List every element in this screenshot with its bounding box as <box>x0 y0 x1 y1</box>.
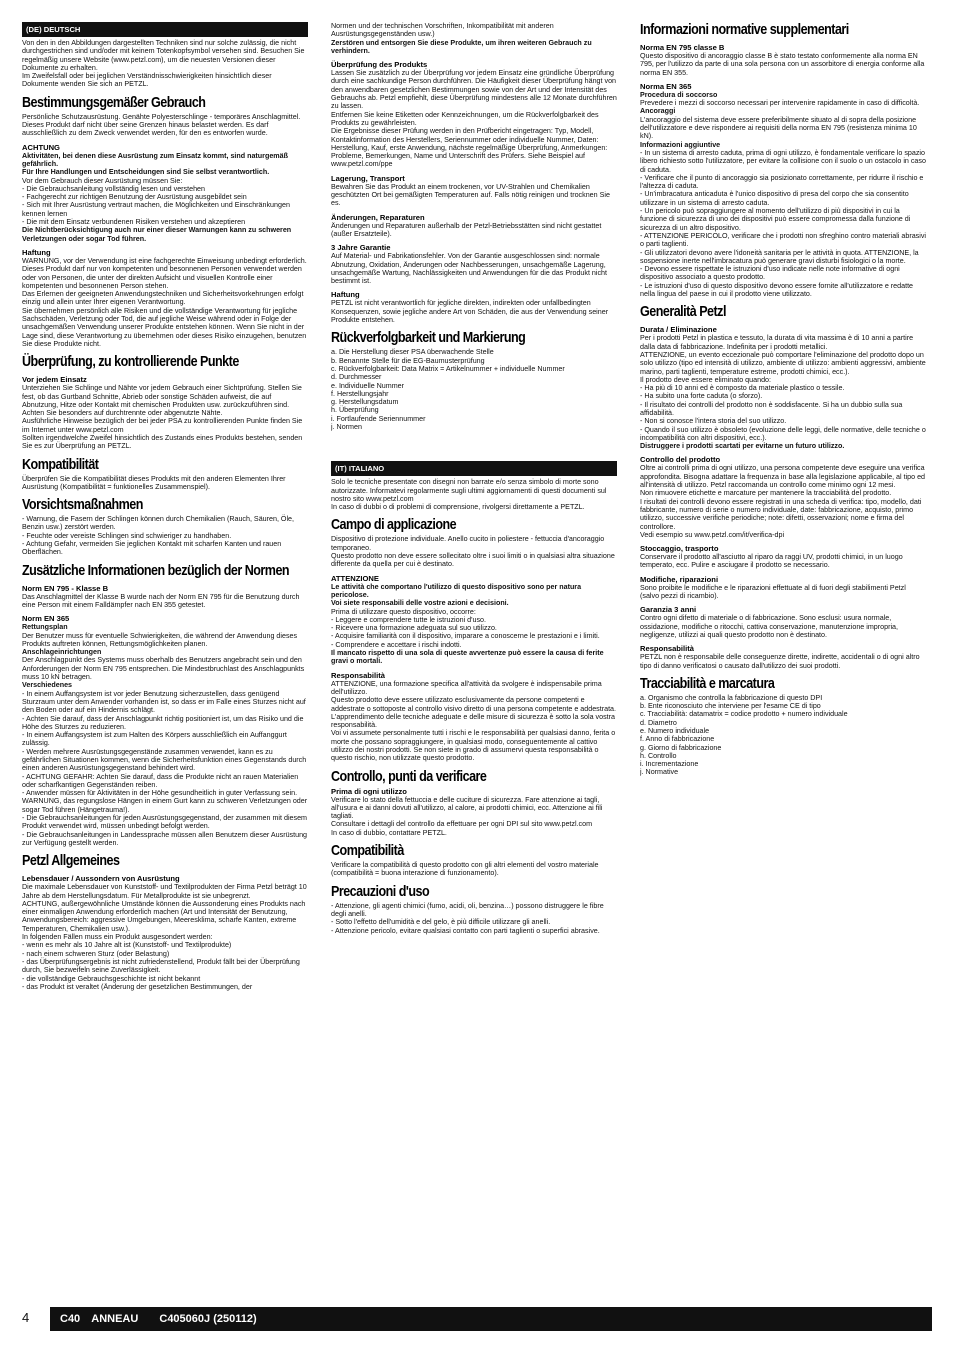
paragraph: Ausführliche Hinweise bezüglich der bei jeder PSA zu kontrollierenden Punkte finden Sie im Internet unter www.petzl.com <box>22 417 303 434</box>
paragraph: Dieses Produkt darf nur von kompetenten und besonnenen Personen verwendet werden oder von Personen, die unter der direkten Aufsicht und visuellen Kontrolle einer kompetenten und besonnenen Person stehen. <box>22 265 302 290</box>
section-heading: Vorsichtsmaßnahmen <box>22 497 143 514</box>
paragraph: I risultati dei controlli devono essere registrati in una scheda di verifica: tipo, modello, dati fabbricante, numero di serie o numero individuale, date: fabbricazione, acquisto, primo utilizzo, successive verifiche periodiche; note: difetti, osservazioni; nome e firma del controllore. <box>640 497 922 531</box>
subsection-heading: Modifiche, riparazioni <box>640 574 719 584</box>
emphasis-paragraph: Informazioni aggiuntive <box>640 140 721 149</box>
language-header: (IT) ITALIANO <box>331 461 617 476</box>
paragraph: - Un pericolo può sopraggiungere al momento dell'utilizzo di più dispositivi in cui la funzione di sicurezza di uno dei dispositivi può essere compromessa dalla funzione di sicurezza di un altro dispositivo. <box>640 207 911 232</box>
paragraph: Consultare i dettagli del controllo da effettuare per ogni DPI sul sito www.petzl.com <box>331 820 593 829</box>
paragraph: Die Ergebnisse dieser Prüfung werden in den Prüfbericht eingetragen: Typ, Modell, Kontaktinformation des Herstellers, Seriennummer oder individuelle Nummer, Daten: Herstellung, Kauf, erste Anwendung, nächste regelmäßige Überprüfung, Anmerkungen: Probleme, Bemerkungen, Name und Unterschrift des Prüfers. Siehe Beispiel auf www.petzl.com/ppe <box>331 127 608 169</box>
paragraph: g. Herstellungsdatum <box>331 398 399 407</box>
column-italian <box>640 22 926 1280</box>
paragraph: - Un'imbracatura anticaduta è l'unico dispositivo di presa del corpo che sia consentito utilizzare in un sistema di arresto caduta. <box>640 190 909 207</box>
section-heading: Precauzioni d'uso <box>331 883 430 900</box>
paragraph: h. Überprüfung <box>331 406 379 415</box>
section-heading: Kompatibilität <box>22 456 99 473</box>
paragraph: Conservare il prodotto all'asciutto al riparo da raggi UV, prodotti chimici, in un luogo temperato, ecc. Pulire e asciugare il prodotto se necessario. <box>640 553 903 570</box>
paragraph: Non rimuovere etichette e marcature per mantenere la tracciabilità del prodotto. <box>640 489 892 498</box>
paragraph: Sie übernehmen persönlich alle Risiken und die vollständige Verantwortung für jegliche Sachschäden, Verletzung oder Tod, die auf jegliche Weise während oder in Folge der unsachgemäßen Verwendung unserer Produkte entstehen können. Wenn Sie nicht in der Lage sind, diese Verantwortung zu übernehmen oder dieses Risiko einzugehen, benutzen Sie diese Produkte nicht. <box>22 306 307 348</box>
emphasis-paragraph: Verschiedenes <box>22 681 73 690</box>
paragraph: - Gli utilizzatori devono avere l'idoneità sanitaria per le attività in quota. ATTENZIONE, la sospensione inerte nell'imbracatura può generare gravi disturbi fisiologici o la morte. <box>640 248 919 265</box>
paragraph: - Die mit dem Einsatz verbundenen Risiken verstehen und akzeptieren <box>22 218 246 227</box>
paragraph: In caso di dubbi o di problemi di comprensione, rivolgersi direttamente a PETZL. <box>331 503 585 512</box>
subsection-heading: ACHTUNG <box>22 142 60 152</box>
paragraph: Verificare lo stato della fettuccia e delle cuciture di sicurezza. Fare attenzione ai tagli, all'usura e ai danni dovuti all'utilizzo, al calore, ai prodotti chimici, ecc. Attenzione ai fili tagliati. <box>331 795 603 821</box>
paragraph: - ACHTUNG GEFAHR: Achten Sie darauf, dass die Produkte nicht an rauen Materialien oder scharfkantigen Gegenständen reiben. <box>22 772 299 789</box>
subsection-heading: Haftung <box>22 247 51 257</box>
paragraph: Prima di utilizzare questo dispositivo, occorre: <box>331 607 476 616</box>
paragraph: - Feuchte oder vereiste Schlingen sind schwieriger zu handhaben. <box>22 531 232 540</box>
paragraph: c. Tracciabilità: datamatrix = codice prodotto + numero individuale <box>640 710 848 719</box>
paragraph: - In einem Auffangsystem ist zum Halten des Körpers ausschließlich ein Auffanggurt zulässig. <box>22 731 287 748</box>
paragraph: - Fachgerecht zur richtigen Benutzung der Ausrüstung ausgebildet sein <box>22 193 247 202</box>
subsection-heading: Norma EN 365 <box>640 81 692 91</box>
paragraph: - ATTENZIONE PERICOLO, verificare che i prodotti non sfreghino contro materiali abrasivi o parti taglienti. <box>640 231 926 249</box>
paragraph: Vedi esempio su www.petzl.com/it/verifica-dpi <box>640 530 785 539</box>
subsection-heading: Responsabilità <box>331 670 386 680</box>
paragraph: PETZL ist nicht verantwortlich für jegliche direkten, indirekten oder unfallbedingten Konsequenzen, sowie jegliche andere Art von Schäden, die aus der Verwendung seiner Produkte entstehen. <box>331 299 609 325</box>
paragraph: - Le istruzioni d'uso di questo dispositivo devono essere fornite all'utilizzatore e redatte nella lingua del paese in cui il prodotto viene utilizzato. <box>640 281 914 299</box>
paragraph: - Ricevere una formazione adeguata sul suo utilizzo. <box>331 624 497 633</box>
paragraph: - Werden mehrere Ausrüstungsgegenstände zusammen verwendet, kann es zu gefährlichen Situationen kommen, wenn die Sicherheitsfunktion eines Gegenstands durch einen anderen Ausrüstungsgegenstand behindert wird. <box>22 747 307 773</box>
paragraph: - In einem Auffangsystem ist vor jeder Benutzung sicherzustellen, dass genügend Sturzraum unter dem Anwender vorhanden ist, so dass er im Falle eines Sturzes nicht auf den Boden oder auf ein Hindernis schlägt. <box>22 689 306 715</box>
paragraph: Per i prodotti Petzl in plastica e tessuto, la durata di vita massima è di 10 anni a partire dalla data di fabbricazione. Indefinita per i prodotti metallici. <box>640 334 914 351</box>
paragraph: c. Rückverfolgbarkeit: Data Matrix = Artikelnummer + individuelle Nummer <box>331 364 565 373</box>
paragraph: j. Normative <box>640 768 679 777</box>
paragraph: a. Die Herstellung dieser PSA überwachende Stelle <box>331 348 494 357</box>
paragraph: Voi vi assumete personalmente tutti i rischi e le responsabilità per qualsiasi danno, ferita o morte che possano sopraggiungere, in qualsiasi modo, conseguentemente al cattivo utilizzo dei nostri prodotti. Se non siete in grado di assumervi questa responsabilità o questo rischio, non utilizzate questo prodotto. <box>331 729 616 763</box>
subsection-heading: ATTENZIONE <box>331 573 379 583</box>
paragraph: Der Benutzer muss für eventuelle Schwierigkeiten, die während der Anwendung dieses Produkts auftreten können, Rettungsmöglichkeiten planen. <box>22 631 298 648</box>
subsection-heading: Controllo del prodotto <box>640 455 721 465</box>
paragraph: - nach einem schweren Sturz (oder Belastung) <box>22 949 170 958</box>
emphasis-paragraph: Die Nichtberücksichtigung auch nur einer dieser Warnungen kann zu schweren Verletzungen oder sogar Tod führen. <box>22 226 292 243</box>
subsection-heading: Responsabilità <box>640 644 695 654</box>
emphasis-paragraph: Rettungsplan <box>22 623 68 632</box>
paragraph: Solo le tecniche presentate con disegni non barrate e/o senza simbolo di morte sono autorizzate. Informatevi regolarmente sugli ultimi aggiornamenti di questi documenti sul nostro sito www.petzl.com <box>331 478 607 503</box>
paragraph: - Die Gebrauchsanleitung vollständig lesen und verstehen <box>22 184 205 193</box>
section-heading: Controllo, punti da verificare <box>331 768 487 785</box>
paragraph: Auf Material- und Fabrikationsfehler. Von der Garantie ausgeschlossen sind: normale Abnutzung, Oxidation, Änderungen oder Nachbesserungen, unsachgemäße Lagerung, unsachgemäße Wartung, Nachlässigkeiten und Anwendungen für die das Produkt nicht bestimmt ist. <box>331 252 608 286</box>
paragraph: - Sich mit Ihrer Ausrüstung vertraut machen, die Möglichkeiten und Einschränkungen kennen lernen <box>22 201 290 218</box>
paragraph: - Comprendere e accettare i rischi indotti. <box>331 640 462 649</box>
emphasis-paragraph: Il mancato rispetto di una sola di queste avvertenze può essere la causa di ferite gravi o mortali. <box>331 649 604 666</box>
paragraph: e. Individuelle Nummer <box>331 381 405 390</box>
paragraph: d. Durchmesser <box>331 373 382 382</box>
document-reference: C405060J (250112) <box>159 1313 257 1325</box>
paragraph: - das Überprüfungsergebnis ist nicht zufriedenstellend, Produkt fällt bei der Überprüfung durch, Sie bezweifeln seine Zuverlässigkeit. <box>22 957 300 975</box>
paragraph: In folgenden Fällen muss ein Produkt ausgesondert werden: <box>22 933 213 942</box>
paragraph: - Non si conosce l'intera storia del suo utilizzo. <box>640 417 787 426</box>
paragraph: - Leggere e comprendere tutte le istruzioni d'uso. <box>331 615 486 624</box>
paragraph: ACHTUNG, außergewöhnliche Umstände können die Aussonderung eines Produkts nach einer einmaligen Anwendung erforderlich machen (Art und Intensität der Benutzung, Anwendungsbereich: aggressive Umgebungen, Meeresklima, scharfe Kanten, extreme Temperaturen, Chemikalien usw.). <box>22 899 306 933</box>
paragraph: Questo dispositivo di ancoraggio classe B è stato testato conformemente alla norma EN 795, per l'utilizzo da parte di una sola persona con un assorbitore di energia conforme alla norma EN 355. <box>640 52 925 77</box>
paragraph: In caso di dubbio, contattare PETZL. <box>331 828 447 837</box>
emphasis-paragraph: Zerstören und entsorgen Sie diese Produkte, um ihren weiteren Gebrauch zu verhindern. <box>331 38 592 55</box>
paragraph: - Anwender müssen für Aktivitäten in der Höhe gesundheitlich in guter Verfassung sein. WARNUNG, das regungslose Hängen in einem Gurt kann zu schweren Verletzungen oder sogar Tod führen (Hängetrauma!). <box>22 789 308 814</box>
paragraph: Il prodotto deve essere eliminato quando: <box>640 375 771 384</box>
product-code: C40 <box>60 1313 81 1325</box>
paragraph: - Die Gebrauchsanleitungen für jeden Ausrüstungsgegenstand, der zusammen mit diesem Produkt verwendet wird, müssen unbedingt befolgt werden. <box>22 814 307 831</box>
paragraph: Dieses Produkt darf nicht über seine Grenzen hinaus belastet werden. Es darf ausschließlich zu dem Zweck verwendet werden, für den es entworfen wurde. <box>22 121 269 138</box>
subsection-heading: Lebensdauer / Aussondern von Ausrüstung <box>22 874 180 884</box>
paragraph: - Ha più di 10 anni ed è composto da materiale plastico o tessile. <box>640 384 845 393</box>
paragraph: Die maximale Lebensdauer von Kunststoff- und Textilprodukten der Firma Petzl beträgt 10 Jahre ab dem Herstellungsdatum. Für Metallprodukte ist sie unbegrenzt. <box>22 883 307 900</box>
paragraph: i. Fortlaufende Seriennummer <box>331 414 426 423</box>
section-heading: Überprüfung, zu kontrollierende Punkte <box>22 354 239 371</box>
emphasis-paragraph: Voi siete responsabili delle vostre azioni e decisioni. <box>331 599 509 608</box>
paragraph: - Quando il suo utilizzo è obsoleto (evoluzione delle leggi, delle normative, delle tecniche o incompatibilità con altri dispositivi, ecc.). <box>640 425 926 442</box>
paragraph: Sollten irgendwelche Zweifel hinsichtlich des Zustands eines Produkts bestehen, senden Sie es zur Überprüfung an PETZL. <box>22 433 303 451</box>
paragraph: Entfernen Sie keine Etiketten oder Kennzeichnungen, um die Rückverfolgbarkeit des Produkts zu gewährleisten. <box>331 110 599 127</box>
paragraph: i. Incrementazione <box>640 760 699 769</box>
paragraph: Im Zweifelsfall oder bei jeglichen Verständnisschwierigkeiten hinsichtlich dieser Dokumente wenden Sie sich an PETZL. <box>22 72 272 89</box>
section-heading: Rückverfolgbarkeit und Markierung <box>331 330 526 347</box>
subsection-heading: Stoccaggio, trasporto <box>640 544 719 554</box>
paragraph: WARNUNG, vor der Verwendung ist eine fachgerechte Einweisung unbedingt erforderlich. <box>22 256 307 265</box>
section-heading: Zusätzliche Informationen bezüglich der Normen <box>22 562 290 579</box>
subsection-heading: Änderungen, Reparaturen <box>331 212 425 222</box>
paragraph: - Attenzione pericolo, evitare qualsiasi contatto con parti taglienti o superfici abrasive. <box>331 926 600 935</box>
paragraph: - Attenzione, gli agenti chimici (fumo, acidi, oli, benzina…) possono distruggere le fibre degli anelli. <box>331 901 604 918</box>
paragraph: f. Anno di fabbricazione <box>640 735 715 744</box>
paragraph: Dispositivo di protezione individuale. Anello cucito in poliestere - fettuccia d'ancoraggio temporaneo. <box>331 535 605 552</box>
paragraph: Prevedere i mezzi di soccorso necessari per intervenire rapidamente in caso di difficoltà. <box>640 99 920 108</box>
paragraph: Contro ogni difetto di materiale o di fabbricazione. Sono esclusi: usura normale, ossidazione, modifiche o ritocchi, cattiva conservazione, manutenzione impropria, negligenze, utilizzi ai quali questo prodotto non è destinato. <box>640 614 898 639</box>
paragraph: - Warnung, die Fasern der Schlingen können durch Chemikalien (Rauch, Säuren, Öle, Benzin usw.) zerstört werden. <box>22 515 295 532</box>
paragraph: Oltre ai controlli prima di ogni utilizzo, una persona competente deve eseguire una verifica approfondita. Bisogna adattare la frequenza in base alla legislazione applicabile, al tipo ed all'intensità di utilizzo. Petzl raccomanda un controllo come minimo ogni 12 mesi. <box>640 464 926 490</box>
paragraph: - Verificare che il punto di ancoraggio sia posizionato correttamente, per ridurre il rischio e l'altezza di caduta. <box>640 173 924 191</box>
paragraph: Questo prodotto deve essere utilizzato esclusivamente da persone competenti e addestrate o sottoposte al controllo visivo diretto di una persona competente e addestrata. <box>331 696 617 713</box>
section-heading: Petzl Allgemeines <box>22 853 120 870</box>
paragraph: Das Anschlagmittel der Klasse B wurde nach der Norm EN 795 für die Benutzung durch eine Person mit einem Falldämpfer nach EN 355 getestet. <box>22 592 300 609</box>
paragraph: L'apprendimento delle tecniche adeguate e delle misure di sicurezza è sotto la sola vostra responsabilità. <box>331 712 615 730</box>
emphasis-paragraph: Anschlageinrichtungen <box>22 648 102 657</box>
section-heading: Bestimmungsgemäßer Gebrauch <box>22 94 206 111</box>
paragraph: Der Anschlagpunkt des Systems muss oberhalb des Benutzers angebracht sein und den Anforderungen der Norm EN 795 entsprechen. Die Mindestbruchlast des Anschlagpunkts muss 10 kN betragen. <box>22 656 305 682</box>
paragraph: a. Organismo che controlla la fabbricazione di questo DPI <box>640 693 823 702</box>
subsection-heading: Lagerung, Transport <box>331 173 405 183</box>
paragraph: - Sotto l'effetto dell'umidità e del gelo, è più difficile utilizzare gli anelli. <box>331 918 551 927</box>
emphasis-paragraph: Distruggere i prodotti scartati per evitarne un futuro utilizzo. <box>640 442 845 451</box>
paragraph: - Acquisire familiarità con il dispositivo, imparare a conoscerne le prestazioni e i limiti. <box>331 632 600 641</box>
paragraph: Änderungen und Reparaturen außerhalb der Petzl-Betriebsstätten sind nicht gestattet (außer Ersatzteile). <box>331 221 602 238</box>
paragraph: Unterziehen Sie Schlinge und Nähte vor jedem Gebrauch einer Sichtprüfung. Stellen Sie fest, ob das Gurtband Schnitte, Abrieb oder sonstige Schäden aufweist, die auf Abnutzung, Hitze oder Kontakt mit chemischen Produkten usw. zurückzuführen sind. Achten Sie besonders auf durchtrennte oder abgenutzte Nähte. <box>22 384 302 418</box>
emphasis-paragraph: Für Ihre Handlungen und Entscheidungen sind Sie selbst verantwortlich. <box>22 168 270 177</box>
paragraph: Vor dem Gebrauch dieser Ausrüstung müssen Sie: <box>22 176 183 185</box>
paragraph: - Il risultato dei controlli del prodotto non è soddisfacente. Si ha un dubbio sulla sua affidabilità. <box>640 400 903 417</box>
paragraph: Lassen Sie zusätzlich zu der Überprüfung vor jedem Einsatz eine gründliche Überprüfung durch eine sachkundige Person durchführen. Die Häufigkeit dieser Überprüfung hängt von den anwendbaren gesetzlichen Bestimmungen sowie von der Art und der Intensität des Gebrauchs ab. Petzl empfiehlt, diese Überprüfung mindestens alle 12 Monate durchführen zu lassen. <box>331 69 617 111</box>
section-heading: Informazioni normative supplementari <box>640 22 849 38</box>
paragraph: ATTENZIONE, un evento eccezionale può comportare l'eliminazione del prodotto dopo un solo utilizzo (tipo ed intensità di utilizzo, ambiente di utilizzo: ambienti aggressivi, ambiente marino, parti taglienti, temperature estreme, prodotti chimici, ecc.). <box>640 350 926 376</box>
section-heading: Tracciabilità e marcatura <box>640 675 775 692</box>
column-german <box>22 22 308 1280</box>
paragraph: h. Controllo <box>640 751 677 760</box>
paragraph: Überprüfen Sie die Kompatibilität dieses Produkts mit den anderen Elementen Ihrer Ausrüstung (Kompatibilität = funktionelles Zusammenspiel). <box>22 474 286 491</box>
page-number: 4 <box>22 1310 30 1325</box>
paragraph: Das Erlernen der geeigneten Anwendungstechniken und Sicherheitsvorkehrungen erfolgt einzig und allein unter Ihrer eigenen Verantwortung. <box>22 290 304 307</box>
paragraph: - Achtung Gefahr, vermeiden Sie jeglichen Kontakt mit scharfen Kanten und rauen Oberflächen. <box>22 540 282 557</box>
paragraph: b. Benannte Stelle für die EG-Baumusterprüfung <box>331 356 485 365</box>
subsection-heading: 3 Jahre Garantie <box>331 243 391 253</box>
paragraph: j. Normen <box>331 422 362 431</box>
paragraph: Persönliche Schutzausrüstung. Genähte Polyesterschlinge - temporäres Anschlagmittel. <box>22 112 301 121</box>
section-heading: Compatibilità <box>331 843 404 860</box>
emphasis-paragraph: Ancoraggi <box>640 107 676 116</box>
paragraph: Sono proibite le modifiche e le riparazioni effettuate al di fuori degli stabilimenti Petzl (salvo pezzi di ricambio). <box>640 583 906 601</box>
column-german-italian <box>331 22 617 1280</box>
section-heading: Campo di applicazione <box>331 517 457 534</box>
paragraph: d. Diametro <box>640 718 677 727</box>
subsection-heading: Norm EN 365 <box>22 614 70 624</box>
section-heading: Generalità Petzl <box>640 304 726 321</box>
subsection-heading: Garanzia 3 anni <box>640 605 697 615</box>
paragraph: - wenn es mehr als 10 Jahre alt ist (Kunststoff- und Textilprodukte) <box>22 941 232 950</box>
paragraph: PETZL non è responsabile delle conseguenze dirette, indirette, accidentali o di ogni altro tipo di danno verificatosi o causato dall'utilizzo dei suoi prodotti. <box>640 653 920 670</box>
paragraph: - das Produkt ist veraltet (Änderung der gesetzlichen Bestimmungen, der <box>22 982 253 991</box>
paragraph: Von den in den Abbildungen dargestellten Techniken sind nur solche zulässig, die nicht durchgestrichen sind und/oder mit keinem Totenkopfsymbol versehen sind. Besuchen Sie regelmäßig unsere Website (www.petzl.com), um die neuesten Versionen dieser Dokumente zu erhalten. <box>22 39 305 72</box>
spacer <box>331 431 617 461</box>
subsection-heading: Prima di ogni utilizzo <box>331 786 407 796</box>
paragraph: Bewahren Sie das Produkt an einem trockenen, vor UV-Strahlen und Chemikalien geschützten Ort bei gemäßigten Temperaturen auf. Falls nötig reinigen und trocknen Sie es. <box>331 182 610 208</box>
paragraph: Questo prodotto non deve essere sollecitato oltre i suoi limiti o in qualsiasi altra situazione differente da quella per cui è destinato. <box>331 552 615 569</box>
paragraph: - Ha subito una forte caduta (o sforzo). <box>640 392 763 401</box>
paragraph: - In un sistema di arresto caduta, prima di ogni utilizzo, è fondamentale verificare lo spazio libero richiesto sotto l'utilizzatore, per evitare la collisione con il suolo o un ostacolo in caso di caduta. <box>640 148 926 174</box>
subsection-heading: Durata / Eliminazione <box>640 325 717 335</box>
paragraph: - die vollständige Gebrauchsgeschichte ist nicht bekannt <box>22 974 201 983</box>
product-name: ANNEAU <box>91 1313 139 1325</box>
paragraph: - Die Gebrauchsanleitungen in Landessprache müssen allen Benutzern dieser Ausrüstung zur Verfügung gestellt werden. <box>22 830 308 847</box>
emphasis-paragraph: Procedura di soccorso <box>640 90 718 99</box>
paragraph: Normen und der technischen Vorschriften, Inkompatibilität mit anderen Ausrüstungsgegenständen usw.) <box>331 22 554 39</box>
subsection-heading: Norma EN 795 classe B <box>640 43 725 52</box>
emphasis-paragraph: Aktivitäten, bei denen diese Ausrüstung zum Einsatz kommt, sind naturgemäß gefährlich. <box>22 151 288 168</box>
subsection-heading: Norm EN 795 - Klasse B <box>22 583 109 593</box>
paragraph: b. Ente riconosciuto che interviene per l'esame CE di tipo <box>640 702 821 711</box>
paragraph: g. Giorno di fabbricazione <box>640 743 722 752</box>
paragraph: - Devono essere rispettate le istruzioni d'uso indicate nelle note informative di ogni dispositivo associato a questo prodotto. <box>640 265 900 282</box>
footer-bar <box>50 1307 932 1331</box>
paragraph: ATTENZIONE, una formazione specifica all'attività da svolgere è indispensabile prima dell'utilizzo. <box>331 679 602 696</box>
paragraph: Verificare la compatibilità di questo prodotto con gli altri elementi del vostro materiale (compatibilità = buona interazione di funzionamento). <box>331 861 599 878</box>
subsection-heading: Überprüfung des Produkts <box>331 60 428 70</box>
paragraph: e. Numero individuale <box>640 727 710 735</box>
paragraph: f. Herstellungsjahr <box>331 389 389 398</box>
page-footer <box>22 1307 932 1331</box>
subsection-heading: Haftung <box>331 290 360 300</box>
language-header: (DE) DEUTSCH <box>22 22 308 37</box>
emphasis-paragraph: Le attività che comportano l'utilizzo di questo dispositivo sono per natura pericolose. <box>331 582 582 599</box>
paragraph: L'ancoraggio del sistema deve essere preferibilmente situato al di sopra della posizione dell'utilizzatore e deve rispondere ai requisiti della norma EN 795 (resistenza minima 10 kN). <box>640 115 917 141</box>
paragraph: - Achten Sie darauf, dass der Anschlagpunkt richtig positioniert ist, um das Risiko und die Höhe des Sturzes zu reduzieren. <box>22 714 304 731</box>
subsection-heading: Vor jedem Einsatz <box>22 375 87 385</box>
